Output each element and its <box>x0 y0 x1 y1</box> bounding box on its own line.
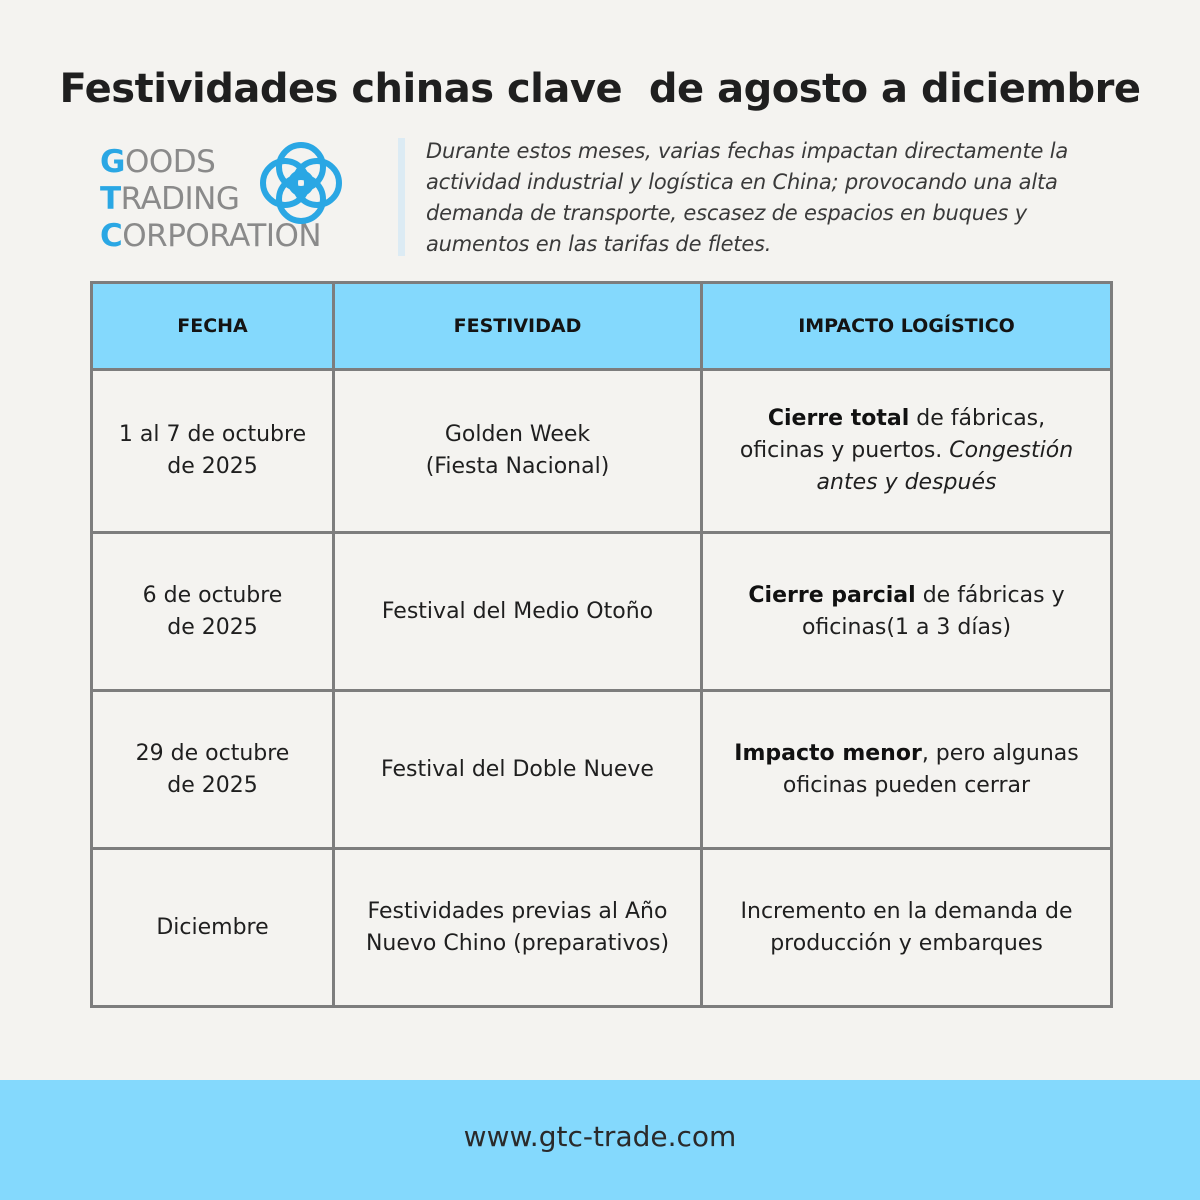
website-link[interactable]: www.gtc-trade.com <box>463 1120 737 1153</box>
festival-cell: Festividades previas al Año Nuevo Chino (preparativos) <box>334 849 702 1007</box>
impact-cell: Cierre parcial de fábricas y oficinas(1 a 3 días) <box>702 533 1112 691</box>
company-logo <box>100 140 350 252</box>
table-row <box>92 849 1112 1007</box>
table-row <box>92 691 1112 849</box>
intro-paragraph: Durante estos meses, varias fechas impactan directamente la actividad industrial y logística en China; provocando una alta demanda de transporte, escasez de espacios en buques y aumentos en las tarifas de fletes. <box>426 139 1069 256</box>
footer-bar <box>0 1080 1200 1200</box>
page-title: Festividades chinas clave de agosto a diciembre <box>59 66 1141 112</box>
column-header-date: FECHA <box>92 283 334 370</box>
table-row <box>92 370 1112 533</box>
logo-wordmark: GOODS TRADING CORPORATION <box>100 144 322 254</box>
festival-cell: Festival del Medio Otoño <box>334 533 702 691</box>
impact-cell: Incremento en la demanda de producción y embarques <box>702 849 1112 1007</box>
impact-cell: Impacto menor, pero algunas oficinas pueden cerrar <box>702 691 1112 849</box>
interlocking-circles-logo-icon <box>258 140 344 226</box>
festival-cell: Festival del Doble Nueve <box>334 691 702 849</box>
date-cell: 1 al 7 de octubre de 2025 <box>92 370 334 533</box>
date-cell: 6 de octubre de 2025 <box>92 533 334 691</box>
date-cell: Diciembre <box>92 849 334 1007</box>
impact-cell: Cierre total de fábricas, oficinas y puertos. Congestión antes y después <box>702 370 1112 533</box>
date-cell: 29 de octubre de 2025 <box>92 691 334 849</box>
festivities-table <box>90 281 1113 1008</box>
table-header-row <box>92 283 1112 370</box>
intro-divider <box>398 138 405 256</box>
column-header-impact: IMPACTO LOGÍSTICO <box>702 283 1112 370</box>
table-row <box>92 533 1112 691</box>
column-header-festival: FESTIVIDAD <box>334 283 702 370</box>
festival-cell: Golden Week (Fiesta Nacional) <box>334 370 702 533</box>
